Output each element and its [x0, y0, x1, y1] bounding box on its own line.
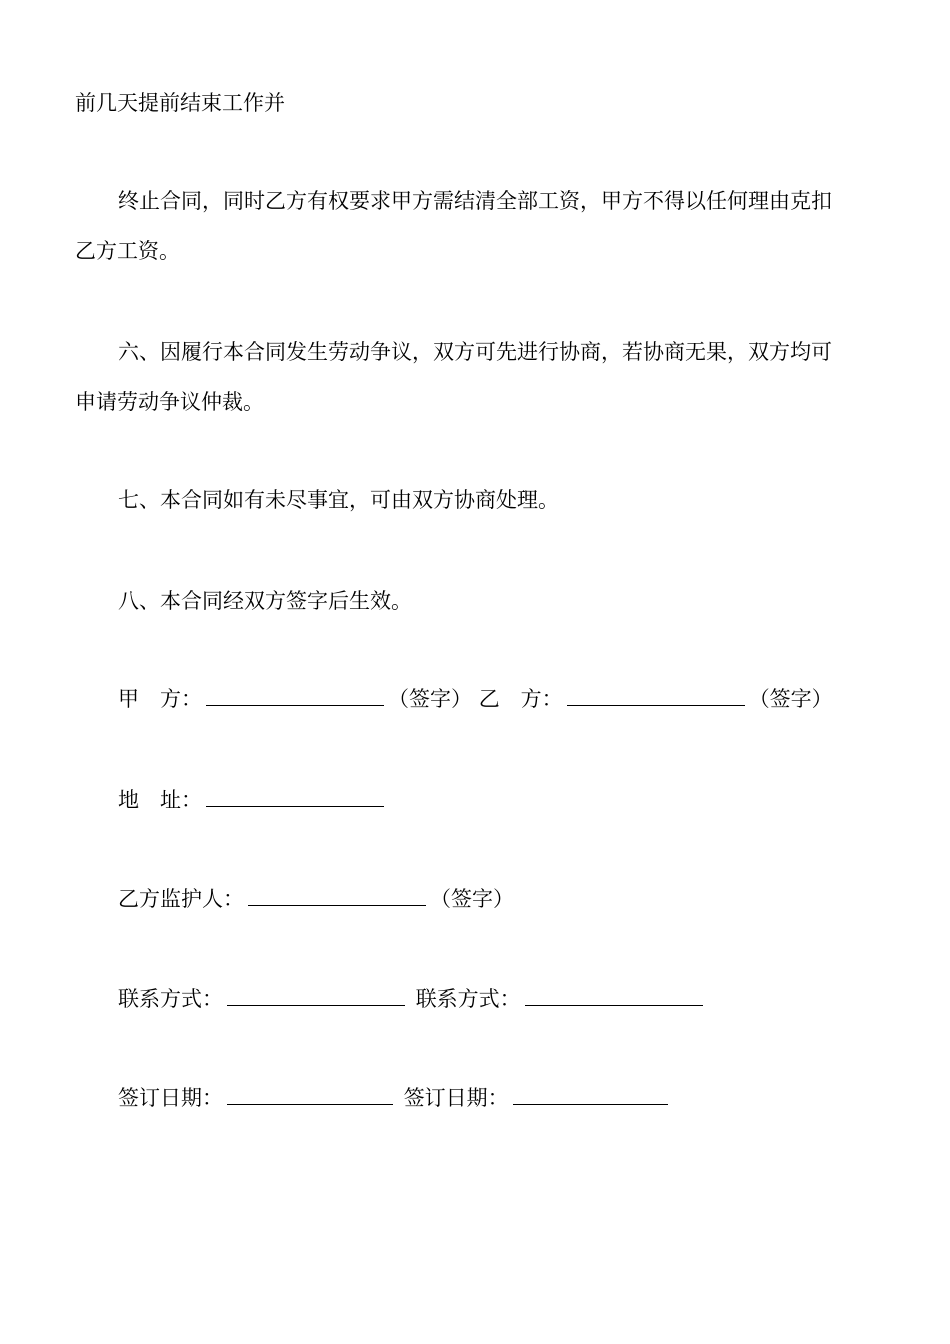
party-a-sign-note: （签字）: [388, 687, 472, 711]
guardian-row: [118, 884, 514, 914]
address-label: 地 址：: [118, 788, 202, 812]
clause-eight: 八、本合同经双方签字后生效。: [118, 589, 412, 613]
party-b-sign-note: （签字）: [748, 687, 833, 711]
date-blank-b: [513, 1086, 668, 1105]
address-row: [118, 785, 388, 815]
contact-label-a: 联系方式：: [118, 987, 223, 1011]
party-a-label: 甲 方：: [118, 687, 202, 711]
date-label-b: 签订日期：: [403, 1086, 509, 1110]
contact-blank-a: [227, 987, 405, 1006]
contact-row: [118, 984, 707, 1014]
date-label-a: 签订日期：: [118, 1086, 223, 1110]
paragraph-line-1: 前几天提前结束工作并: [75, 91, 285, 115]
contact-label-b: 联系方式：: [415, 987, 521, 1011]
clause-six-line-1: 六、因履行本合同发生劳动争议，双方可先进行协商，若协商无果，双方均可: [118, 340, 832, 364]
guardian-label: 乙方监护人：: [118, 887, 244, 911]
contact-blank-b: [525, 987, 703, 1006]
paragraph-termination-line-2: 乙方工资。: [75, 239, 180, 263]
guardian-signature-blank: [248, 887, 426, 906]
paragraph-termination-line-1: 终止合同，同时乙方有权要求甲方需结清全部工资，甲方不得以任何理由克扣: [118, 189, 832, 213]
signature-row-parties: [118, 684, 833, 714]
party-b-signature-blank: [567, 687, 745, 706]
clause-six-line-2: 申请劳动争议仲裁。: [75, 390, 264, 414]
date-blank-a: [227, 1086, 393, 1105]
clause-seven: 七、本合同如有未尽事宜，可由双方协商处理。: [118, 488, 559, 512]
party-b-label: 乙 方：: [478, 687, 563, 711]
date-row: [118, 1083, 672, 1113]
party-a-signature-blank: [206, 687, 384, 706]
guardian-sign-note: （签字）: [430, 887, 514, 911]
address-blank: [206, 788, 384, 807]
